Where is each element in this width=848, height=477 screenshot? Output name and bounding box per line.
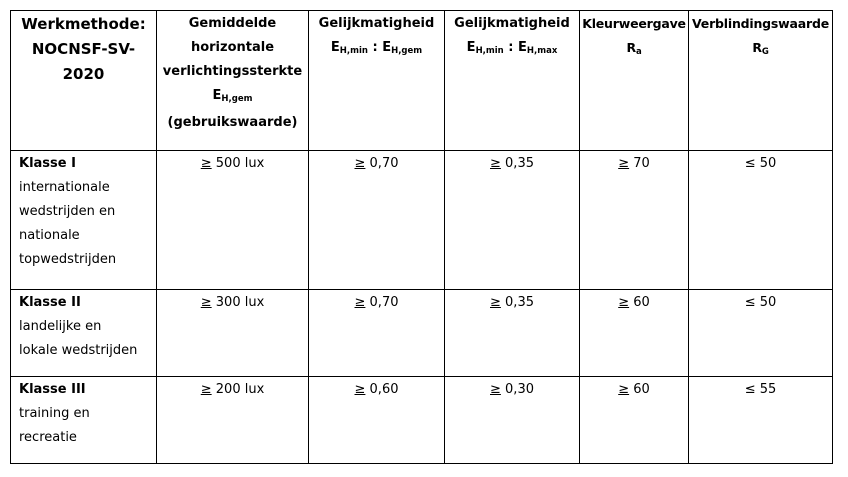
table-row [11,290,833,377]
cell-value: 0,70 [365,295,399,310]
ge-symbol: ≥ [354,382,366,397]
class-cell [11,377,157,464]
symbol-sub: H,min [339,46,368,56]
symbol-main: R [752,40,762,55]
uniformity-gem-cell [309,151,445,290]
header-uniformity-title: Gelijkmatigheid [318,16,435,31]
cell-value: ≤ 50 [744,295,777,310]
uniformity-max-cell [445,377,580,464]
class-desc-line: lokale wedstrijden [19,343,138,358]
class-desc-line: topwedstrijden [19,252,117,267]
symbol-sub: H,min [475,46,504,56]
class-name: Klasse II [19,295,81,310]
header-color-rendering-title: Kleurweergave [582,16,686,31]
class-desc-line: landelijke en [19,319,102,334]
glare-rating-cell [689,377,833,464]
ge-symbol: ≥ [200,295,212,310]
ge-symbol: ≥ [490,295,501,310]
uniformity-max-cell [445,290,580,377]
header-method-line: 2020 [62,65,105,83]
class-cell [11,151,157,290]
ge-symbol: ≥ [490,156,501,171]
ge-symbol: ≥ [618,382,630,397]
illuminance-cell [157,377,309,464]
symbol-sub: a [635,47,642,57]
table-row [11,377,833,464]
cell-value: 0,70 [365,156,399,171]
color-rendering-cell [580,151,689,290]
table-row [11,151,833,290]
ratio-separator: : [367,40,383,55]
color-rendering-cell [580,377,689,464]
uniformity-gem-cell [309,290,445,377]
header-method [11,11,157,151]
cell-value: 0,35 [500,295,534,310]
ge-symbol: ≥ [618,295,630,310]
header-illuminance-symbol [157,84,308,111]
cell-value: ≤ 55 [744,382,777,397]
header-glare-rating-title: Verblindingswaarde [692,16,829,31]
symbol-sub: G [761,47,769,57]
header-uniformity-formula [309,36,444,63]
lighting-requirements-table [10,10,833,464]
cell-value: 200 lux [211,382,265,397]
cell-value: 60 [629,295,650,310]
cell-value: 500 lux [211,156,265,171]
ratio-separator: : [503,40,518,55]
symbol-sub: H,gem [391,46,423,56]
cell-value: 60 [629,382,650,397]
header-glare-rating [689,11,833,151]
class-name: Klasse III [19,382,86,397]
glare-rating-cell [689,290,833,377]
cell-value: 70 [629,156,650,171]
class-desc-line: training en [19,406,90,421]
cell-value: 0,35 [500,156,534,171]
symbol-main: E [382,40,392,55]
symbol-sub: H,max [526,46,558,56]
symbol-main: E [330,40,340,55]
header-illuminance-line: Gemiddelde [188,16,277,31]
uniformity-max-cell [445,151,580,290]
illuminance-cell [157,290,309,377]
header-method-line: Werkmethode: [21,15,146,33]
header-illuminance [157,11,309,151]
cell-value: 0,60 [365,382,399,397]
header-glare-rating-symbol [689,36,832,64]
ge-symbol: ≥ [354,295,366,310]
header-method-line: NOCNSF-SV- [31,40,136,58]
class-name: Klasse I [19,156,76,171]
illuminance-cell [157,151,309,290]
header-uniformity-max [445,11,580,151]
class-desc-line: wedstrijden en [19,204,116,219]
symbol-main: R [626,40,636,55]
header-illuminance-note: (gebruikswaarde) [167,115,298,130]
glare-rating-cell [689,151,833,290]
class-desc-line: recreatie [19,430,77,445]
cell-value: ≤ 50 [744,156,777,171]
ge-symbol: ≥ [200,382,212,397]
symbol-main: E [518,40,527,55]
ge-symbol: ≥ [618,156,630,171]
color-rendering-cell [580,290,689,377]
symbol-main: E [212,88,222,103]
header-color-rendering-symbol [580,36,688,64]
cell-value: 300 lux [211,295,265,310]
ge-symbol: ≥ [200,156,212,171]
header-row [11,11,833,151]
class-desc-line: nationale [19,228,80,243]
header-uniformity-formula [445,36,579,63]
symbol-main: E [466,40,476,55]
cell-value: 0,30 [500,382,534,397]
header-color-rendering [580,11,689,151]
class-cell [11,290,157,377]
header-uniformity-title: Gelijkmatigheid [454,16,570,31]
header-illuminance-line: horizontale [190,40,275,55]
class-desc-line: internationale [19,180,110,195]
symbol-sub: H,gem [221,94,253,104]
header-uniformity-gem [309,11,445,151]
ge-symbol: ≥ [354,156,366,171]
uniformity-gem-cell [309,377,445,464]
header-illuminance-line: verlichtingssterkte [162,64,303,79]
ge-symbol: ≥ [490,382,501,397]
